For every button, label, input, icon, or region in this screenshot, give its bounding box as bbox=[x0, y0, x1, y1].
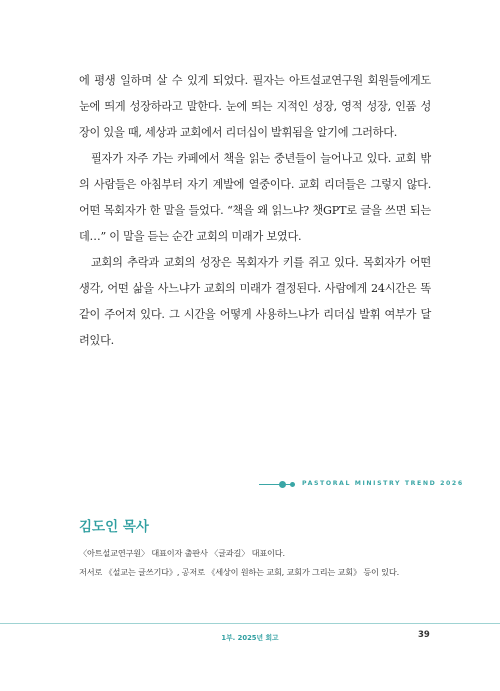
page-number: 39 bbox=[418, 630, 430, 640]
author-bio bbox=[79, 544, 439, 582]
footer-rule bbox=[0, 623, 500, 624]
paragraph: 필자가 자주 가는 카페에서 책을 읽는 중년들이 늘어나고 있다. 교회 밖의 사람들은 아침부터 자기 계발에 열중이다. 교회 리더들은 그렇지 않다. 어떤 목회자가 한 말을 들었다. “책을 왜 읽느냐? 챗GPT로 글을 쓰면 되는데…” 이 말을 듣는 순간 교회의 미래가 보였다. bbox=[79, 152, 431, 243]
paragraph: 교회의 추락과 교회의 성장은 목회자가 키를 쥐고 있다. 목회자가 어떤 생각, 어떤 삶을 사느냐가 교회의 미래가 결정된다. 사람에게 24시간은 똑같이 주어져 있다. 그 시간을 어떻게 사용하느냐가 리더십 발휘 여부가 달려있다. bbox=[79, 256, 431, 347]
footer-section-title: 1부. 2025년 회고 bbox=[221, 634, 279, 642]
paragraph: 에 평생 일하며 살 수 있게 되었다. 필자는 아트설교연구원 회원들에게도 눈에 띄게 성장하라고 말한다. 눈에 띄는 지적인 성장, 영적 성장, 인품 성장이 있을 때, 세상과 교회에서 리더십이 발휘됨을 알기에 그러하다. bbox=[79, 74, 431, 139]
divider-dot-icon bbox=[290, 482, 295, 487]
author-bio-line: 저서로 《설교는 글쓰기다》, 공저로 《세상이 원하는 교회, 교회가 그리는 교회》 등이 있다. bbox=[79, 567, 399, 577]
author-bio-line: 〈아트설교연구원〉 대표이자 출판사 〈글과길〉 대표이다. bbox=[79, 548, 285, 558]
divider-dot-icon bbox=[279, 481, 286, 488]
author-name: 김도인 목사 bbox=[79, 519, 149, 535]
body-text bbox=[79, 68, 431, 354]
series-title: PASTORAL MINISTRY TREND 2026 bbox=[302, 480, 464, 487]
